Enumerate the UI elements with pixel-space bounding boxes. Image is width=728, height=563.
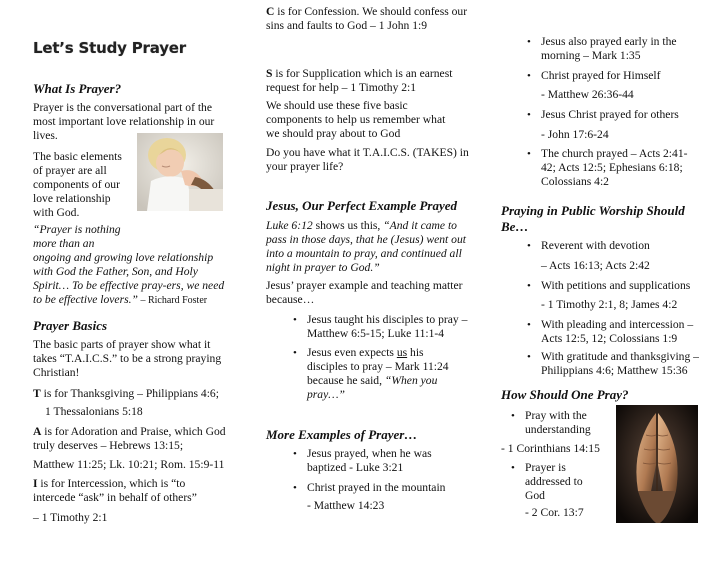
luke-quote: “And it came to pass in those days, that he (Jesus) went out into a mountain to pray, and continued all night in prayer to God.” — [266, 219, 466, 274]
list-item — [527, 35, 701, 63]
list-item-text: Pray with the understanding — [525, 409, 591, 436]
list-item-ref: - Matthew 14:23 — [307, 499, 385, 512]
list-item-text: Christ prayed in the mountain — [307, 481, 446, 494]
quote-author: – Richard Foster — [137, 295, 208, 306]
bullet-icon: • — [527, 70, 531, 82]
list-item — [293, 481, 472, 495]
list-item — [293, 313, 472, 341]
luke-ref: Luke 6:12 — [266, 219, 313, 232]
list-item-text: Prayer is addressed to God — [525, 461, 583, 502]
bullet-icon: • — [527, 109, 531, 121]
luke-mid: shows us this, — [312, 219, 384, 232]
list-item-text: Jesus even expects — [307, 346, 397, 359]
heading-how-pray: How Should One Pray? — [501, 387, 629, 402]
quote-text: ongoing and growing love relationship with God the Father, Son, and Holy Spirit… To be effective pray-ers, we need to be effective lovers.” — [33, 251, 225, 306]
quote-line-2: more than an — [33, 237, 95, 250]
letter-t: T — [33, 387, 41, 400]
adoration-text: is for Adoration and Praise, which God truly deserves – Hebrews 13:15; — [33, 425, 226, 452]
list-item-text: The church prayed – Acts 2:41-42; Acts 12:5; Ephesians 6:18; Colossians 4:2 — [541, 147, 688, 188]
list-item — [527, 69, 711, 83]
confession-text: is for Confession. We should confess our sins and faults to God – 1 John 1:9 — [266, 5, 468, 32]
paragraph-basic-elements: The basic elements of prayer are all components of our love relationship with God. — [33, 150, 122, 219]
paragraph-use-components: We should use these five basic components to help us remember what we should pray about to God — [266, 99, 446, 140]
list-item — [511, 409, 605, 437]
list-item-text: Jesus also prayed early in the morning – Mark 1:35 — [541, 35, 677, 62]
intercession-text: is for Intercession, which is “to intercede “ask” in behalf of others” — [33, 477, 197, 504]
bullet-icon: • — [293, 347, 297, 359]
list-item-text: With gratitude and thanksgiving –Philippians 4:6; Matthew 15:36 — [541, 350, 699, 377]
list-item-ref: - 1 Timothy 2:1, 8; James 4:2 — [541, 298, 678, 311]
paragraph-luke — [266, 219, 471, 275]
bullet-icon: • — [527, 240, 531, 252]
list-item-text: Reverent with devotion — [541, 239, 650, 252]
heading-prayer-basics: Prayer Basics — [33, 318, 108, 333]
taics-confession — [266, 5, 471, 33]
bullet-icon: • — [527, 148, 531, 160]
emphasis-us: us — [396, 346, 408, 359]
list-item — [511, 461, 595, 503]
bullet-icon: • — [527, 319, 531, 331]
quote-continued — [33, 251, 235, 308]
quote-line-1: “Prayer is nothing — [33, 223, 121, 236]
bullet-icon: • — [527, 36, 531, 48]
taics-supplication — [266, 67, 471, 95]
bullet-icon: • — [511, 462, 515, 474]
list-item-text: With petitions and supplications — [541, 279, 691, 292]
list-item-text: Jesus prayed, when he was baptized - Luke 3:21 — [307, 447, 432, 474]
letter-a: A — [33, 425, 42, 438]
heading-public-worship: Praying in Public Worship Should Be… — [501, 203, 685, 234]
list-item-ref: - 1 Corinthians 14:15 — [501, 442, 600, 455]
child-praying-photo — [137, 133, 223, 211]
list-item — [527, 239, 711, 253]
bullet-icon: • — [527, 351, 531, 363]
thanksgiving-ref: 1 Thessalonians 5:18 — [45, 405, 143, 418]
list-item — [527, 279, 721, 293]
bullet-icon: • — [527, 280, 531, 292]
supplication-text: is for Supplication which is an earnest request for help – 1 Timothy 2:1 — [266, 67, 453, 94]
taics-thanksgiving — [33, 387, 243, 401]
list-item — [527, 108, 711, 122]
list-item-text: Christ prayed for Himself — [541, 69, 661, 82]
page-title: Let’s Study Prayer — [33, 39, 186, 57]
list-item-ref: - John 17:6-24 — [541, 128, 609, 141]
list-item-text: Jesus Christ prayed for others — [541, 108, 679, 121]
intercession-ref: – 1 Timothy 2:1 — [33, 511, 108, 524]
list-item — [293, 346, 467, 402]
list-item-ref: – Acts 16:13; Acts 2:42 — [541, 259, 650, 272]
paragraph-taics: The basic parts of prayer show what it takes “T.A.I.C.S.” to be a strong praying Christian! — [33, 338, 222, 379]
letter-i: I — [33, 477, 38, 490]
list-item-ref: - 2 Cor. 13:7 — [525, 506, 584, 519]
list-item-text: Jesus taught his disciples to pray – Matthew 6:5-15; Luke 11:1-4 — [307, 313, 468, 340]
heading-jesus-example: Jesus, Our Perfect Example Prayed — [266, 198, 458, 213]
list-item-text: With pleading and intercession – Acts 12:5, 12; Colossians 1:9 — [541, 318, 694, 345]
adoration-ref: Matthew 11:25; Lk. 10:21; Rom. 15:9-11 — [33, 458, 225, 471]
bullet-icon: • — [511, 410, 515, 422]
when-you-pray-quote: “When you pray…” — [307, 374, 438, 401]
praying-hands-photo — [616, 405, 698, 523]
letter-c: C — [266, 5, 275, 18]
list-item-ref: - Matthew 26:36-44 — [541, 88, 634, 101]
paragraph-example-matters: Jesus’ prayer example and teaching matter because… — [266, 279, 463, 306]
list-item — [293, 447, 457, 475]
list-item — [527, 147, 701, 189]
list-item — [527, 350, 721, 378]
heading-what-is-prayer: What Is Prayer? — [33, 81, 122, 96]
bullet-icon: • — [293, 448, 297, 460]
bullet-icon: • — [293, 482, 297, 494]
list-item-text: his disciples to pray – Mark 11:24 because he said, — [307, 346, 449, 387]
heading-more-examples: More Examples of Prayer… — [266, 427, 418, 442]
paragraph-have-taics: Do you have what it T.A.I.C.S. (TAKES) in your prayer life? — [266, 146, 469, 173]
letter-s: S — [266, 67, 273, 80]
bullet-icon: • — [293, 314, 297, 326]
thanksgiving-text: is for Thanksgiving – Philippians 4:6; — [40, 387, 219, 400]
taics-adoration — [33, 425, 238, 453]
paragraph-prayer-definition: Prayer is the conversational part of the most important love relationship in our lives. — [33, 101, 215, 142]
taics-intercession — [33, 477, 223, 505]
list-item — [527, 318, 716, 346]
